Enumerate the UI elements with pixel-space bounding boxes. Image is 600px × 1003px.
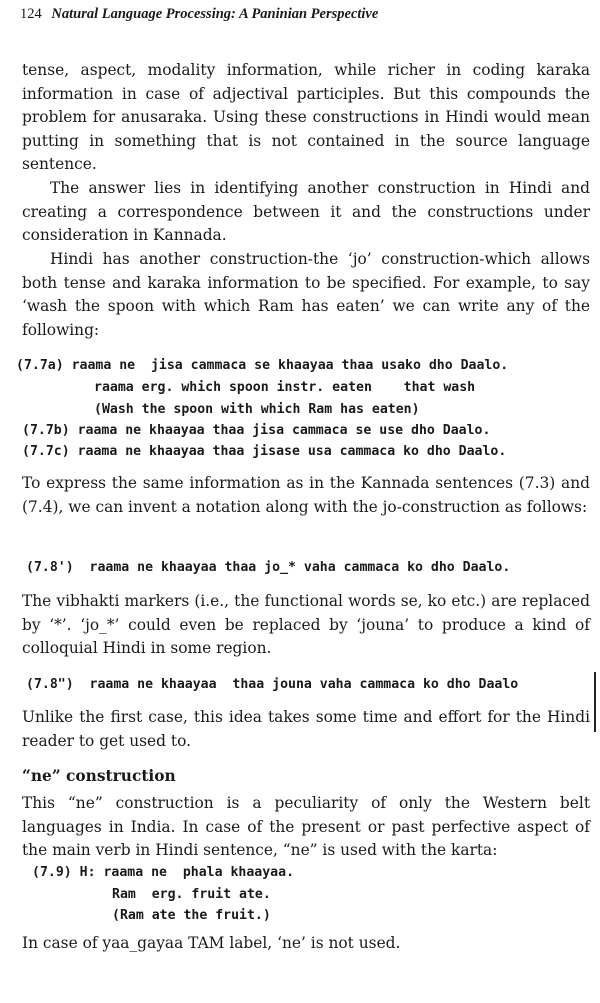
example-7-7a-gloss: raama erg. which spoon instr. eaten that wash [94, 380, 476, 395]
page-number: 124 [20, 6, 42, 22]
example-7-7b: (7.7b) raama ne khaayaa thaa jisa cammaca se use dho Daalo. [22, 423, 491, 438]
example-7-7a-line1: (7.7a) raama ne jisa cammaca se khaayaa thaa usako dho Daalo. [16, 358, 509, 373]
paragraph-8: In case of yaa_gayaa TAM label, ‘ne’ is not used. [22, 934, 401, 952]
paragraph-2: The answer lies in identifying another construction in Hindi and creating a correspondence between it and the constructions under consideration in Kannada. [22, 179, 590, 245]
running-header [20, 6, 378, 23]
example-7-8-prime: (7.8') raama ne khaayaa thaa jo_* vaha cammaca ko dho Daalo. [26, 560, 511, 575]
paragraph-6: Unlike the first case, this idea takes some time and effort for the Hindi reader to get used to. [22, 708, 590, 750]
paragraph-3: Hindi has another construction-the ‘jo’ construction-which allows both tense and karaka information to be specified. For example, to say ‘wash the spoon with which Ram has eaten’ we can write any of the following: [22, 250, 590, 339]
example-7-8-double-prime: (7.8") raama ne khaayaa thaa jouna vaha cammaca ko dho Daalo [26, 677, 519, 692]
scan-edge-mark [594, 672, 596, 732]
book-title: Natural Language Processing: A Paninian Perspective [51, 6, 379, 22]
section-heading: “ne” construction [22, 767, 176, 785]
example-7-7a-translation: (Wash the spoon with which Ram has eaten) [94, 402, 420, 417]
paragraph-7: This “ne” construction is a peculiarity of only the Western belt languages in India. In case of the present or past perfective aspect of the main verb in Hindi sentence, “ne” is used with the karta: [22, 794, 590, 860]
paragraph-4: To express the same information as in the Kannada sentences (7.3) and (7.4), we can invent a notation along with the jo-construction as follows: [22, 474, 590, 516]
example-7-9-line1: (7.9) H: raama ne phala khaayaa. [32, 865, 295, 880]
example-7-9-translation: (Ram ate the fruit.) [112, 908, 271, 923]
example-7-7c: (7.7c) raama ne khaayaa thaa jisase usa cammaca ko dho Daalo. [22, 444, 507, 459]
paragraph-1: tense, aspect, modality information, while richer in coding karaka information in case of adjectival participles. But this compounds the problem for anusaraka. Using these constructions in Hindi would mean putting in something that is not contained in the source language sentence. [22, 61, 590, 174]
example-7-9-gloss: Ram erg. fruit ate. [112, 887, 271, 902]
paragraph-5: The vibhakti markers (i.e., the functional words se, ko etc.) are replaced by ‘*’. ‘jo_*’ could even be replaced by ‘jouna’ to produce a kind of colloquial Hindi in some region. [22, 592, 590, 658]
